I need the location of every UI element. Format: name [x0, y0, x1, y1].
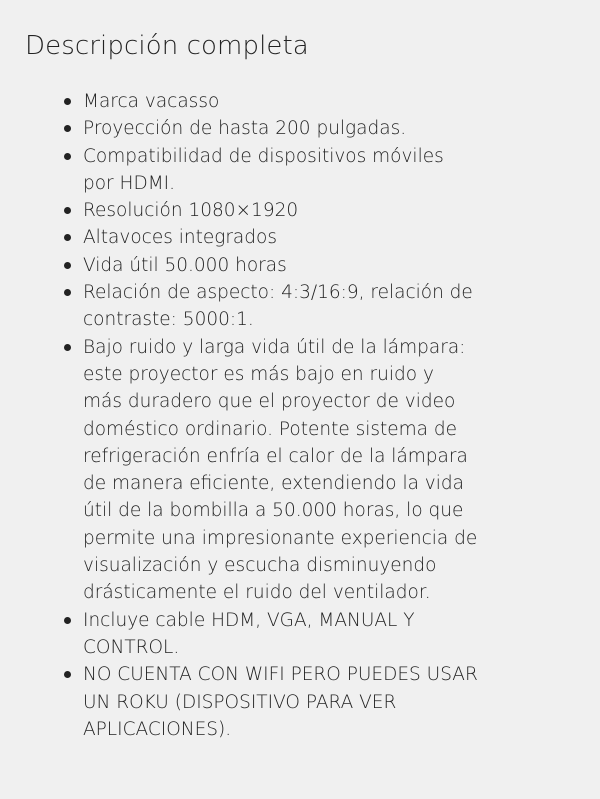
- bullet-icon: [64, 262, 71, 269]
- bullet-icon: [64, 98, 71, 105]
- feature-item: [83, 279, 478, 334]
- bullet-icon: [64, 207, 71, 214]
- bullet-icon: [64, 617, 71, 624]
- feature-item: [83, 607, 478, 662]
- feature-text: Proyección de hasta 200 pulgadas.: [83, 118, 407, 140]
- description-title: Descripción completa: [25, 31, 309, 61]
- feature-item: [83, 143, 478, 198]
- feature-item: [83, 334, 478, 607]
- feature-text: Bajo ruido y larga vida útil de la lámpara: este proyector es más bajo en ruido y más duradero que el proyector de video doméstico ordinario. Potente sistema de refrigeración enfría el calor de la lámpara de manera eficiente, extendiendo la vida útil de la bombilla a 50.000 horas, lo que permite una impresionante experiencia de visualización y escucha disminuyendo drásticamente el ruido del ventilador.: [83, 336, 478, 604]
- bullet-icon: [64, 289, 71, 296]
- feature-text: Altavoces integrados: [83, 227, 277, 249]
- bullet-icon: [64, 125, 71, 132]
- feature-text: Relación de aspecto: 4:3/16:9, relación de contraste: 5000:1.: [83, 282, 473, 331]
- feature-text: Vida útil 50.000 horas: [83, 254, 287, 276]
- feature-item: [83, 115, 478, 142]
- bullet-icon: [64, 234, 71, 241]
- feature-item: [83, 224, 478, 251]
- feature-item: [83, 88, 478, 115]
- feature-text: Compatibilidad de dispositivos móviles por HDMI.: [83, 145, 444, 194]
- feature-item: [83, 661, 478, 743]
- bullet-icon: [64, 344, 71, 351]
- feature-item: [83, 252, 478, 279]
- feature-item: [83, 197, 478, 224]
- bullet-icon: [64, 671, 71, 678]
- feature-text: Marca vacasso: [83, 91, 220, 112]
- feature-text: Incluye cable HDM, VGA, MANUAL Y CONTROL.: [83, 609, 415, 658]
- feature-text: Resolución 1080×1920: [83, 200, 299, 222]
- feature-text: NO CUENTA CON WIFI PERO PUEDES USAR UN ROKU (DISPOSITIVO PARA VER APLICACIONES).: [83, 664, 478, 740]
- bullet-icon: [64, 153, 71, 160]
- feature-list: [25, 88, 576, 743]
